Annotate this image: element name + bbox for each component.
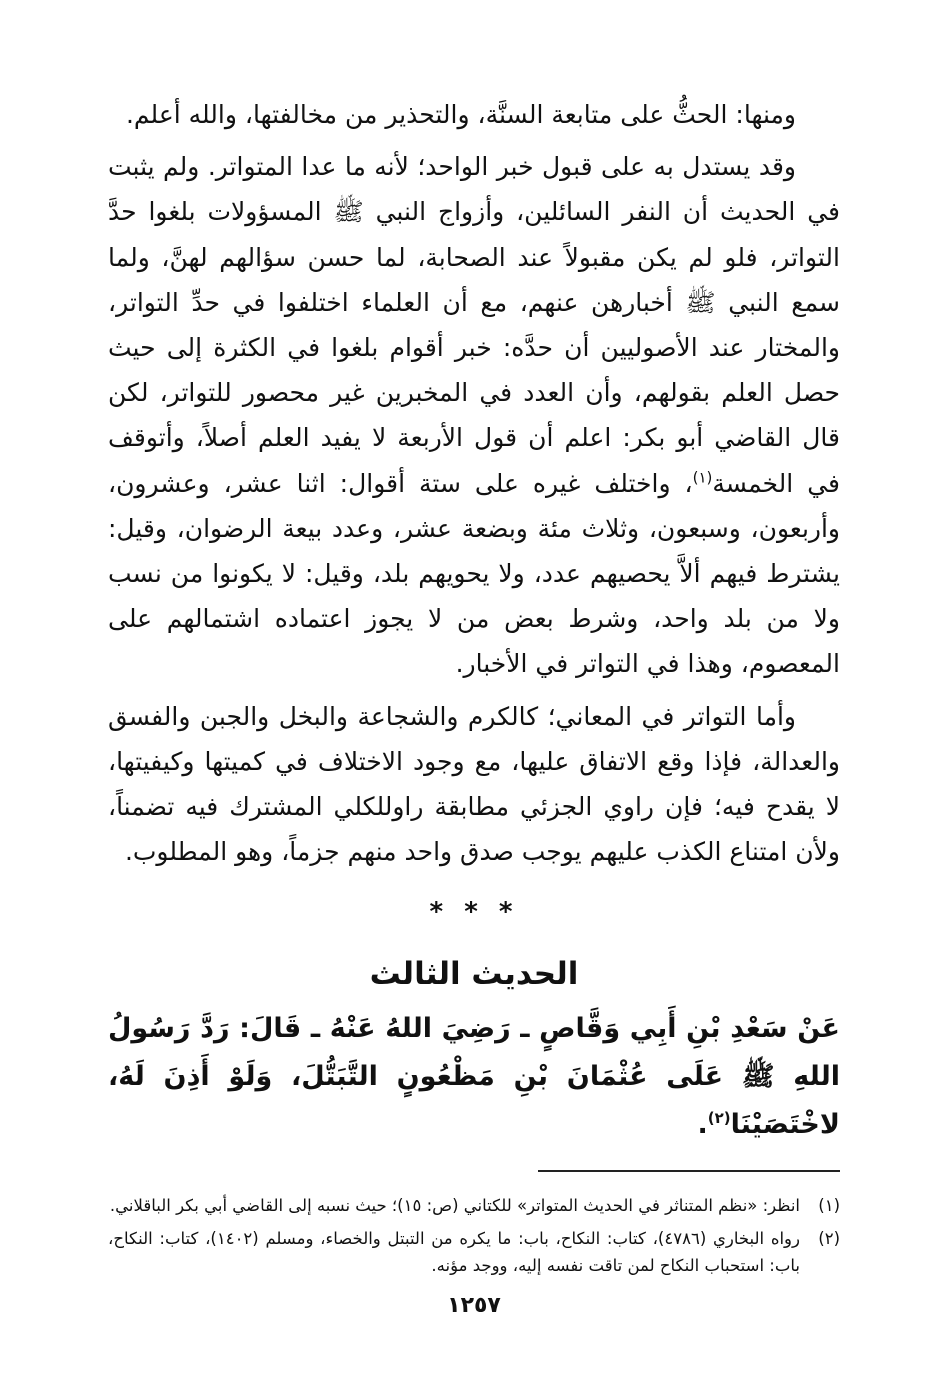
footnote-1-number: (١) <box>818 1196 840 1216</box>
paragraph-2-text-after: ، واختلف غيره على ستة أقوال: اثنا عشر، وعشرون، وأربعون، وسبعون، وثلاث مئة وبضعة عشر، وعدد بيعة الرضوان، وقيل: يشترط فيهم ألاَّ يحصيهم عدد، ولا يحويهم بلد، وقيل: لا يكونوا من نسب ولا من بلد واحد، وشرط بعض من لا يجوز اعتماده اشتمالهم على المعصوم، وهذا في التواتر في الأخبار. <box>108 468 840 679</box>
footnote-1 <box>108 1192 840 1219</box>
footnote-ref-1[interactable]: (١) <box>692 468 713 487</box>
paragraph-3 <box>108 694 840 875</box>
footnote-divider <box>538 1170 840 1172</box>
footnote-2-number: (٢) <box>818 1229 840 1249</box>
hadith-body: عَنْ سَعْدِ بْنِ أَبِي وَقَّاصٍ ـ رَضِيَ اللهُ عَنْهُ ـ قَالَ: رَدَّ رَسُولُ اللهِ ﷺ عَلَى عُثْمَانَ بْنِ مَظْعُونٍ التَّبَتُّلَ، وَلَوْ أَذِنَ لَهُ، لاخْتَصَيْنَا <box>108 1013 840 1141</box>
footnote-2 <box>108 1225 840 1279</box>
paragraph-1-text: ومنها: الحثُّ على متابعة السنَّة، والتحذير من مخالفتها، والله أعلم. <box>125 100 796 129</box>
paragraph-1 <box>108 92 840 137</box>
paragraph-2-text-before: وقد يستدل به على قبول خبر الواحد؛ لأنه ما عدا المتواتر. ولم يثبت في الحديث أن النفر السائلين، وأزواج النبي ﷺ المسؤولات بلغوا حدَّ التواتر، فلو لم يكن مقبولاً عند الصحابة، لما حسن سؤالهم لهنَّ، ولما سمع النبي ﷺ أخبارهن عنهم، مع أن العلماء اختلفوا في حدِّ التواتر، والمختار عند الأصوليين أن حدَّه: خبر أقوام بلغوا في الكثرة إلى حيث حصل العلم بقولهم، وأن العدد في المخبرين غير محصور للتواتر، لكن قال القاضي أبو بكر: اعلم أن قول الأربعة لا يفيد العلم أصلاً، وأتوقف في الخمسة <box>108 152 840 498</box>
footnote-ref-2[interactable]: (٢) <box>707 1109 731 1128</box>
section-separator: * * * <box>429 897 519 928</box>
paragraph-3-text: وأما التواتر في المعاني؛ كالكرم والشجاعة والبخل والجبن والفسق والعدالة، فإذا وقع الاتفاق عليها، مع وجود الاختلاف في كميتها وكيفيتها، لا يقدح فيه؛ فإن راوي الجزئي مطابقة راوللكلي المشترك فيه تضمناً، ولأن امتناع الكذب عليهم يوجب صدق واحد منهم جزماً، وهو المطلوب. <box>108 701 840 867</box>
page-number: ١٢٥٧ <box>447 1293 501 1319</box>
footnotes <box>108 1192 840 1279</box>
paragraph-2 <box>108 144 840 686</box>
section-heading: الحديث الثالث <box>369 956 579 993</box>
hadith-end: . <box>697 1109 708 1141</box>
hadith-text <box>108 1005 840 1149</box>
book-page <box>108 92 840 1318</box>
footnote-1-text: انظر: «نظم المتناثر في الحديث المتواتر» للكتاني (ص: ١٥)؛ حيث نسبه إلى القاضي أبي بكر الباقلاني. <box>109 1196 800 1216</box>
footnote-2-text: رواه البخاري (٤٧٨٦)، كتاب: النكاح، باب: ما يكره من التبتل والخصاء، ومسلم (١٤٠٢)، كتاب: النكاح، باب: استحباب النكاح لمن تاقت نفسه إليه، ووجد مؤنه. <box>108 1229 800 1276</box>
